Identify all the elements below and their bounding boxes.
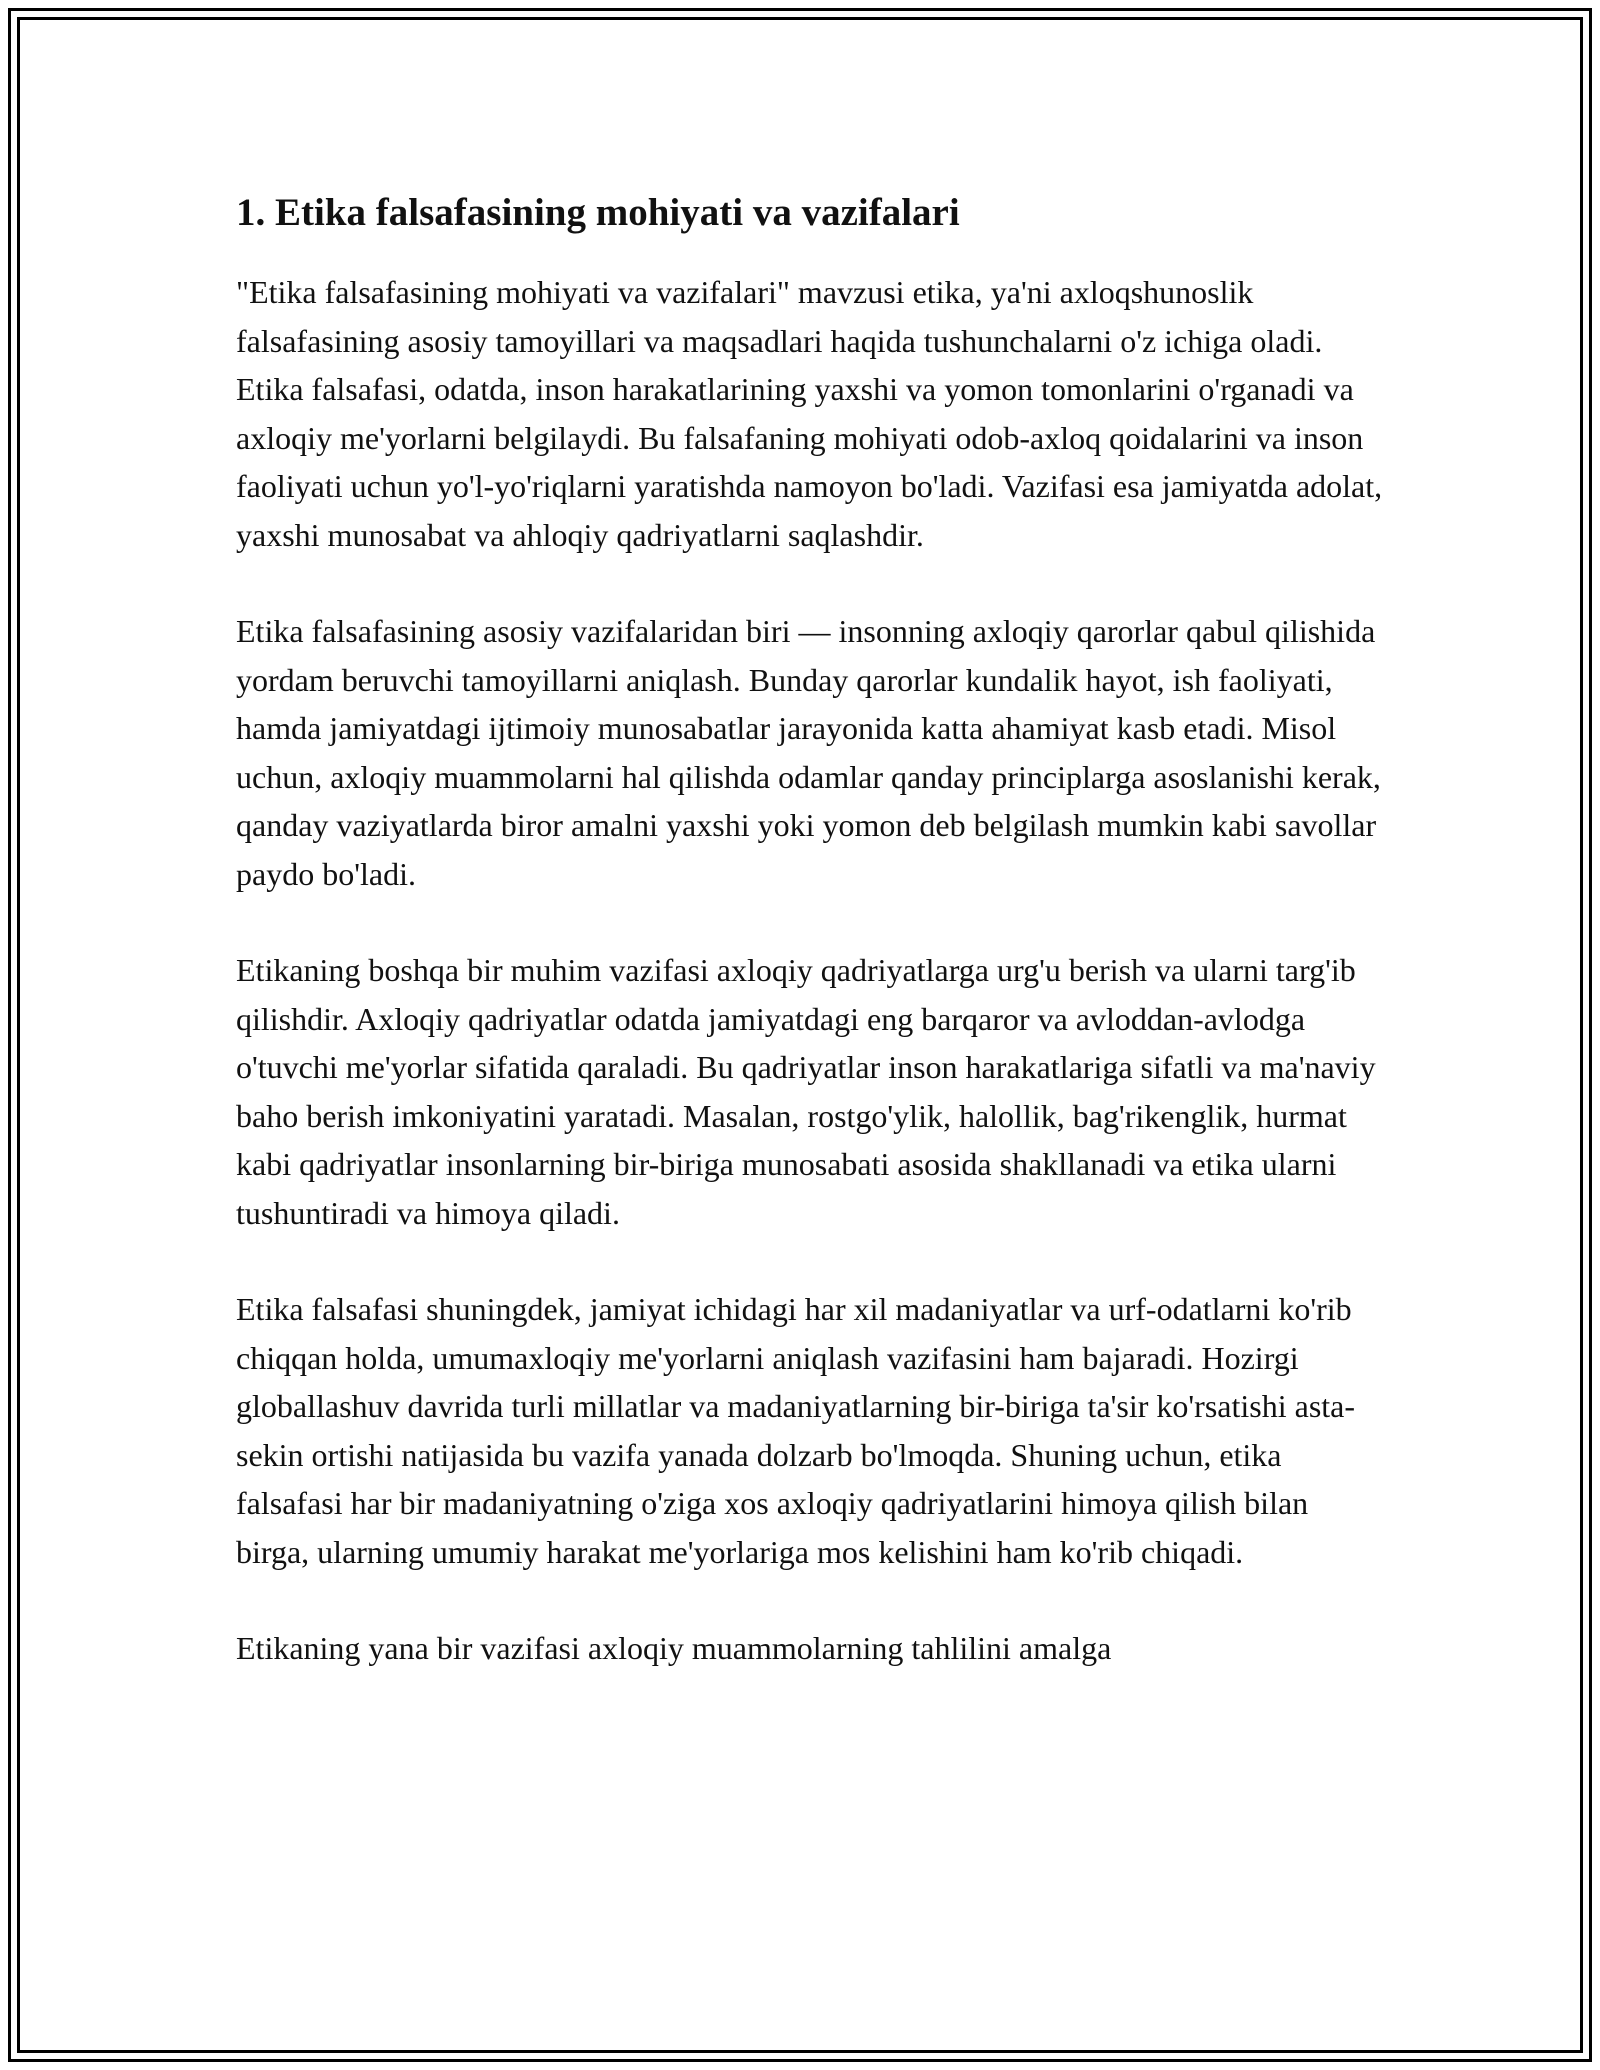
section-heading: 1. Etika falsafasining mohiyati va vazifalari (236, 191, 960, 234)
paragraph-3: Etikaning boshqa bir muhim vazifasi axloqiy qadriyatlarga urg'u berish va ularni targ'ib qilishdir. Axloqiy qadriyatlar odatda jamiyatdagi eng barqaror va avloddan-avlodga o'tuvchi me'yorlar sifatida qaraladi. Bu qadriyatlar inson harakatlariga sifatli va ma'naviy baho berish imkoniyatini yaratadi. Masalan, rostgo'ylik, halollik, bag'rikenglik, hurmat kabi qadriyatlar insonlarning bir-biriga munosabati asosida shakllanadi va etika ularni tushuntiradi va himoya qiladi. (236, 952, 1376, 1231)
paragraph-4: Etika falsafasi shuningdek, jamiyat ichidagi har xil madaniyatlar va urf-odatlarni ko'rib chiqqan holda, umumaxloqiy me'yorlarni aniqlash vazifasini ham bajaradi. Hozirgi globallashuv davrida turli millatlar va madaniyatlarning bir-biriga ta'sir ko'rsatishi asta-sekin ortishi natijasida bu vazifa yanada dolzarb bo'lmoqda. Shuning uchun, etika falsafasi har bir madaniyatning o'ziga xos axloqiy qadriyatlarini himoya qilish bilan birga, ularning umumiy harakat me'yorlariga mos kelishini ham ko'rib chiqadi. (236, 1291, 1356, 1570)
paragraph-5: Etikaning yana bir vazifasi axloqiy muammolarning tahlilini amalga (236, 1630, 1112, 1666)
paragraph-2: Etika falsafasining asosiy vazifalaridan biri — insonning axloqiy qarorlar qabul qilishida yordam beruvchi tamoyillarni aniqlash. Bunday qarorlar kundalik hayot, ish faoliyati, hamda jamiyatdagi ijtimoiy munosabatlar jarayonida katta ahamiyat kasb etadi. Misol uchun, axloqiy muammolarni hal qilishda odamlar qanday principlarga asoslanishi kerak, qanday vaziyatlarda biror amalni yaxshi yoki yomon deb belgilash mumkin kabi savollar paydo bo'ladi. (236, 613, 1381, 892)
document-body (236, 186, 1386, 1721)
paragraph-1: "Etika falsafasining mohiyati va vazifalari" mavzusi etika, ya'ni axloqshunoslik falsafasining asosiy tamoyillari va maqsadlari haqida tushunchalarni o'z ichiga oladi. Etika falsafasi, odatda, inson harakatlarining yaxshi va yomon tomonlarini o'rganadi va axloqiy me'yorlarni belgilaydi. Bu falsafaning mohiyati odob-axloq qoidalarini va inson faoliyati uchun yo'l-yo'riqlarni yaratishda namoyon bo'ladi. Vazifasi esa jamiyatda adolat, yaxshi munosabat va ahloqiy qadriyatlarni saqlashdir. (236, 274, 1383, 553)
